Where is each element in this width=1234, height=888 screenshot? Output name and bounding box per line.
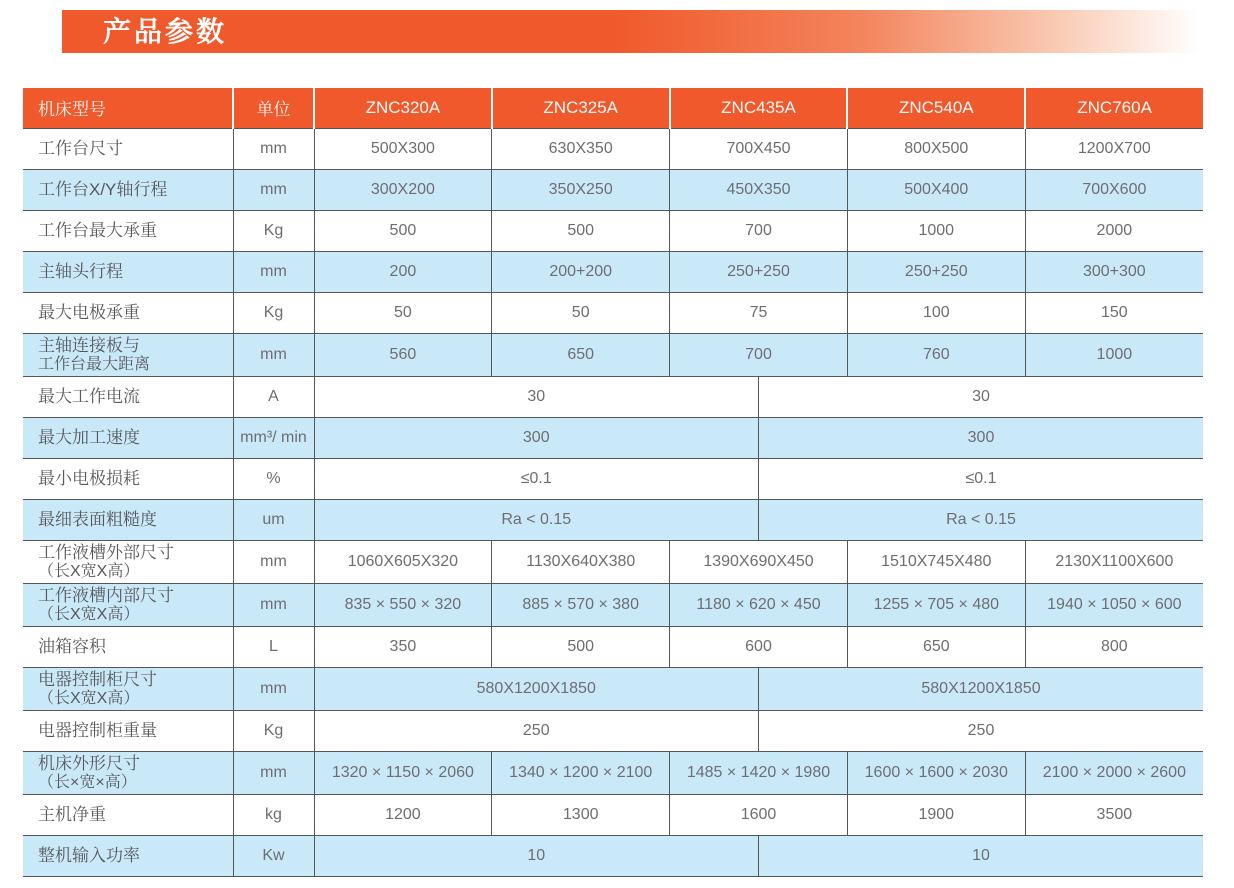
table-row (23, 333, 1203, 376)
cell-value: 500X300 (314, 128, 492, 169)
product-spec-table (23, 88, 1203, 877)
cell-value: 1300 (492, 794, 670, 835)
cell-value-merged: 300 (758, 417, 1203, 458)
cell-value: 1130X640X380 (492, 540, 670, 583)
cell-value: 1600 (670, 794, 848, 835)
cell-value: 1390X690X450 (670, 540, 848, 583)
row-unit: Kg (233, 292, 314, 333)
cell-value: 800X500 (847, 128, 1025, 169)
cell-value: 1900 (847, 794, 1025, 835)
cell-value: 760 (847, 333, 1025, 376)
row-label: 最小电极损耗 (23, 458, 233, 499)
cell-value: 75 (670, 292, 848, 333)
cell-value: 1255 × 705 × 480 (847, 583, 1025, 626)
cell-value: 700X450 (670, 128, 848, 169)
row-label: 主轴连接板与 工作台最大距离 (23, 333, 233, 376)
cell-value: 800 (1025, 626, 1203, 667)
table-row (23, 458, 1203, 499)
cell-value: 1000 (847, 210, 1025, 251)
table-row (23, 794, 1203, 835)
row-unit: Kg (233, 210, 314, 251)
cell-value-merged: 580X1200X1850 (314, 667, 758, 710)
cell-value-merged: 580X1200X1850 (758, 667, 1203, 710)
row-unit: mm (233, 251, 314, 292)
cell-value: 650 (492, 333, 670, 376)
header-model-znc435a: ZNC435A (670, 88, 848, 128)
table-row (23, 499, 1203, 540)
cell-value: 250+250 (847, 251, 1025, 292)
table-row (23, 710, 1203, 751)
cell-value: 250+250 (670, 251, 848, 292)
row-unit: L (233, 626, 314, 667)
cell-value: 2100 × 2000 × 2600 (1025, 751, 1203, 794)
row-unit: A (233, 376, 314, 417)
cell-value: 150 (1025, 292, 1203, 333)
row-unit: Kw (233, 835, 314, 876)
cell-value: 350 (314, 626, 492, 667)
row-label: 主轴头行程 (23, 251, 233, 292)
row-unit: mm (233, 583, 314, 626)
table-row (23, 835, 1203, 876)
row-unit: mm (233, 667, 314, 710)
table-row (23, 169, 1203, 210)
row-label: 工作台最大承重 (23, 210, 233, 251)
cell-value-merged: ≤0.1 (314, 458, 758, 499)
row-unit: mm (233, 751, 314, 794)
cell-value-merged: Ra < 0.15 (758, 499, 1203, 540)
cell-value-merged: 300 (314, 417, 758, 458)
row-label: 电器控制柜重量 (23, 710, 233, 751)
header-unit-label: 单位 (233, 88, 314, 128)
row-label: 工作台尺寸 (23, 128, 233, 169)
row-unit: mm (233, 333, 314, 376)
cell-value: 1060X605X320 (314, 540, 492, 583)
cell-value: 2000 (1025, 210, 1203, 251)
cell-value: 350X250 (492, 169, 670, 210)
cell-value: 630X350 (492, 128, 670, 169)
table-header-row (23, 88, 1203, 128)
row-label: 油箱容积 (23, 626, 233, 667)
cell-value: 560 (314, 333, 492, 376)
row-label: 最大电极承重 (23, 292, 233, 333)
table-row (23, 376, 1203, 417)
cell-value: 885 × 570 × 380 (492, 583, 670, 626)
row-label: 最细表面粗糙度 (23, 499, 233, 540)
cell-value: 300+300 (1025, 251, 1203, 292)
table-row (23, 626, 1203, 667)
cell-value: 1320 × 1150 × 2060 (314, 751, 492, 794)
row-label: 机床外形尺寸 （长×宽×高） (23, 751, 233, 794)
cell-value: 1200 (314, 794, 492, 835)
cell-value: 50 (314, 292, 492, 333)
cell-value-merged: 10 (758, 835, 1203, 876)
cell-value: 1000 (1025, 333, 1203, 376)
cell-value: 700X600 (1025, 169, 1203, 210)
cell-value-merged: ≤0.1 (758, 458, 1203, 499)
cell-value: 700 (670, 333, 848, 376)
header-model-znc320a: ZNC320A (314, 88, 492, 128)
cell-value: 1200X700 (1025, 128, 1203, 169)
row-label: 主机净重 (23, 794, 233, 835)
cell-value-merged: 250 (314, 710, 758, 751)
cell-value-merged: 10 (314, 835, 758, 876)
row-unit: mm (233, 128, 314, 169)
cell-value-merged: 30 (314, 376, 758, 417)
header-model-znc760a: ZNC760A (1025, 88, 1203, 128)
row-unit: % (233, 458, 314, 499)
table-row (23, 751, 1203, 794)
row-unit: mm (233, 169, 314, 210)
row-label: 工作液槽外部尺寸 （长X宽X高） (23, 540, 233, 583)
table-row (23, 292, 1203, 333)
cell-value: 450X350 (670, 169, 848, 210)
cell-value: 1940 × 1050 × 600 (1025, 583, 1203, 626)
table-row (23, 417, 1203, 458)
cell-value: 200 (314, 251, 492, 292)
cell-value: 1485 × 1420 × 1980 (670, 751, 848, 794)
row-label: 最大加工速度 (23, 417, 233, 458)
cell-value: 700 (670, 210, 848, 251)
table-row (23, 128, 1203, 169)
cell-value: 100 (847, 292, 1025, 333)
row-label: 最大工作电流 (23, 376, 233, 417)
cell-value: 200+200 (492, 251, 670, 292)
cell-value-merged: 30 (758, 376, 1203, 417)
row-unit: um (233, 499, 314, 540)
section-banner (62, 10, 1234, 53)
row-unit: Kg (233, 710, 314, 751)
cell-value: 650 (847, 626, 1025, 667)
header-model-label: 机床型号 (23, 88, 233, 128)
table-row (23, 583, 1203, 626)
table-row (23, 251, 1203, 292)
cell-value: 2130X1100X600 (1025, 540, 1203, 583)
cell-value: 500 (314, 210, 492, 251)
table-row (23, 667, 1203, 710)
cell-value: 1600 × 1600 × 2030 (847, 751, 1025, 794)
cell-value: 1510X745X480 (847, 540, 1025, 583)
cell-value: 500 (492, 626, 670, 667)
row-unit: mm³/ min (233, 417, 314, 458)
cell-value: 500X400 (847, 169, 1025, 210)
row-unit: kg (233, 794, 314, 835)
header-model-znc540a: ZNC540A (847, 88, 1025, 128)
cell-value: 1340 × 1200 × 2100 (492, 751, 670, 794)
cell-value: 835 × 550 × 320 (314, 583, 492, 626)
page-title: 产品参数 (103, 16, 228, 47)
cell-value: 600 (670, 626, 848, 667)
row-label: 整机输入功率 (23, 835, 233, 876)
row-label: 电器控制柜尺寸 （长X宽X高） (23, 667, 233, 710)
cell-value: 1180 × 620 × 450 (670, 583, 848, 626)
table-row (23, 540, 1203, 583)
cell-value: 3500 (1025, 794, 1203, 835)
cell-value: 50 (492, 292, 670, 333)
cell-value-merged: Ra < 0.15 (314, 499, 758, 540)
row-unit: mm (233, 540, 314, 583)
header-model-znc325a: ZNC325A (492, 88, 670, 128)
cell-value: 300X200 (314, 169, 492, 210)
row-label: 工作液槽内部尺寸 （长X宽X高） (23, 583, 233, 626)
cell-value-merged: 250 (758, 710, 1203, 751)
cell-value: 500 (492, 210, 670, 251)
row-label: 工作台X/Y轴行程 (23, 169, 233, 210)
table-row (23, 210, 1203, 251)
